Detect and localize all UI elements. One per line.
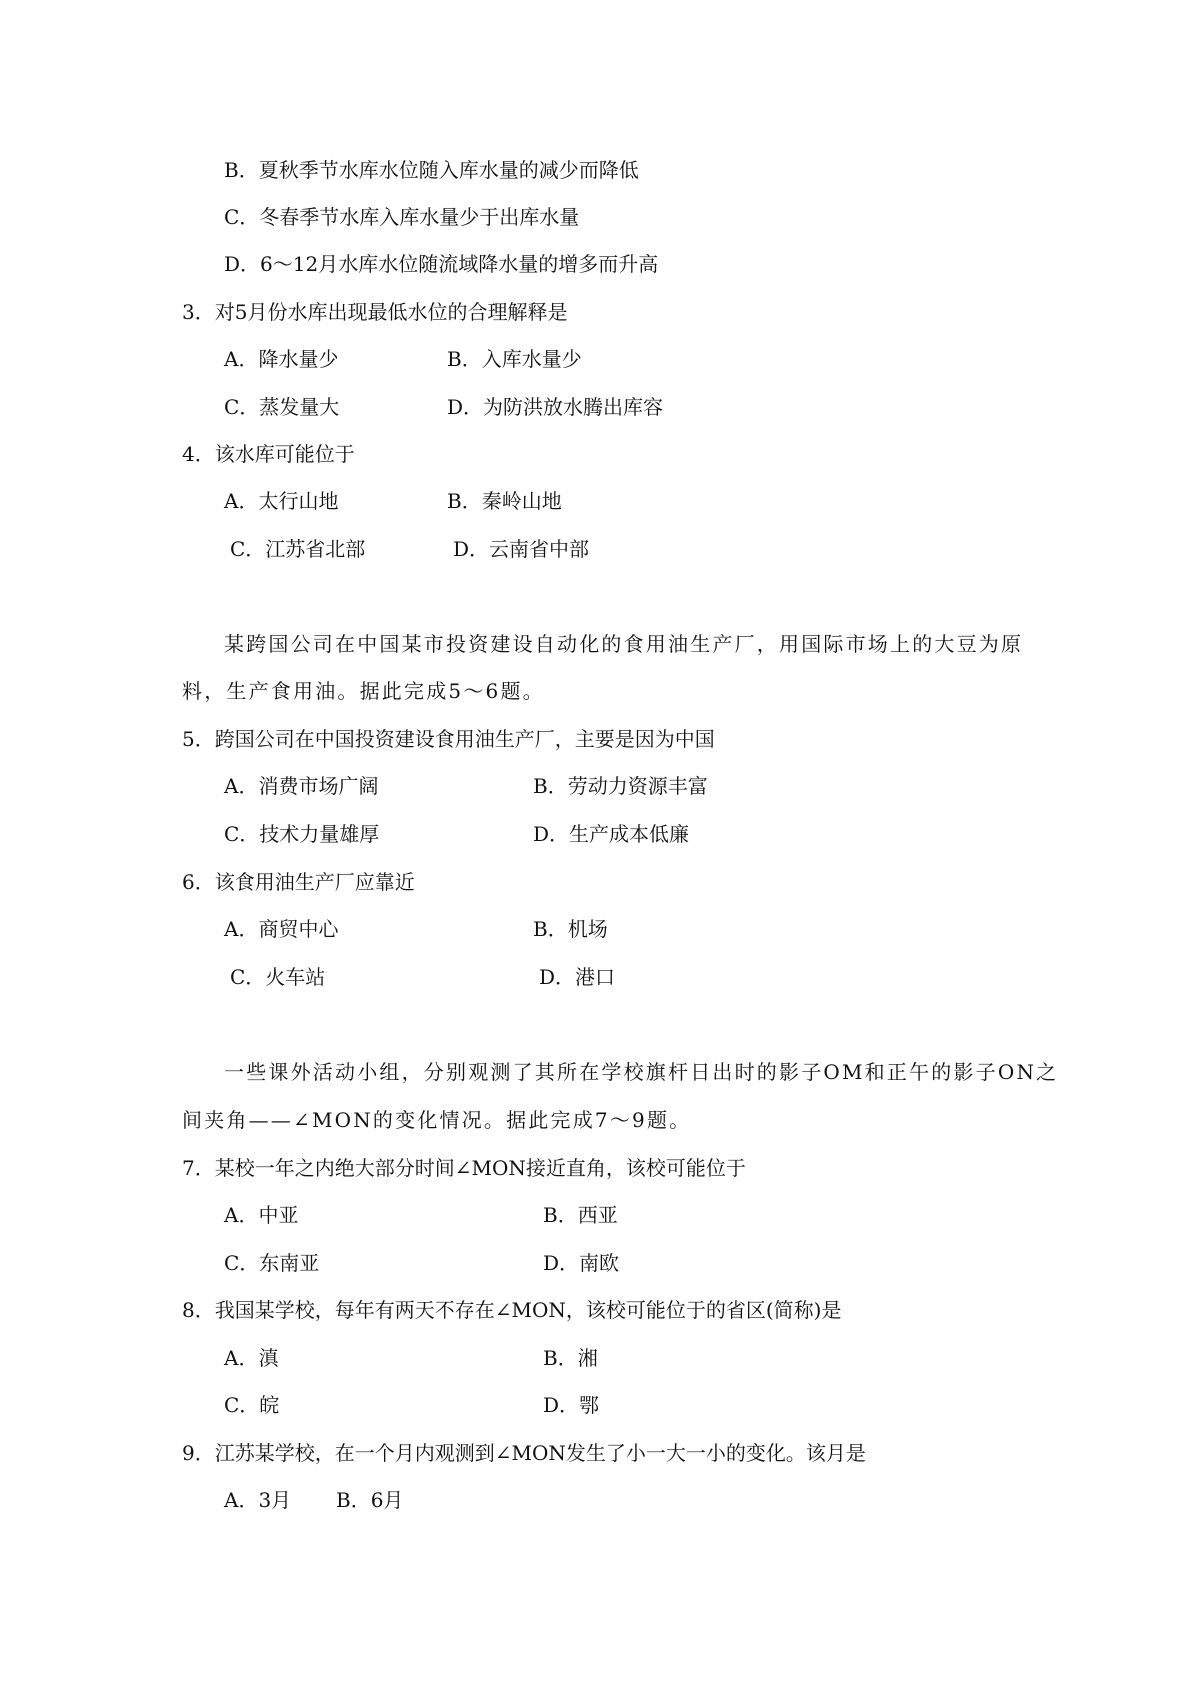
q2-option-d: D．6～12月水库水位随流域降水量的增多而升高 [224, 252, 659, 276]
q3-option-a: A．降水量少 [224, 347, 339, 371]
q3-option-c: C．蒸发量大 [224, 395, 340, 419]
q5-option-b: B．劳动力资源丰富 [533, 774, 708, 798]
q2-option-c: C．冬春季节水库入库水量少于出库水量 [224, 205, 580, 229]
q4-stem: 4．该水库可能位于 [182, 442, 355, 466]
q8-option-c: C．皖 [224, 1393, 280, 1417]
passage-7-9-line1: 一些课外活动小组，分别观测了其所在学校旗杆日出时的影子OM和正午的影子ON之 [224, 1060, 1059, 1084]
q5-option-c: C．技术力量雄厚 [224, 822, 380, 846]
q9-option-a: A．3月 [224, 1488, 292, 1512]
q7-option-b: B．西亚 [543, 1203, 618, 1227]
q6-stem: 6．该食用油生产厂应靠近 [182, 870, 415, 894]
q6-option-d: D．港口 [539, 965, 616, 989]
q8-option-b: B．湘 [543, 1346, 598, 1370]
q8-option-a: A．滇 [224, 1346, 279, 1370]
q3-option-d: D．为防洪放水腾出库容 [447, 395, 664, 419]
q6-option-a: A．商贸中心 [224, 917, 339, 941]
q8-option-d: D．鄂 [543, 1393, 600, 1417]
q7-stem: 7．某校一年之内绝大部分时间∠MON接近直角，该校可能位于 [182, 1156, 746, 1180]
q4-option-c: C．江苏省北部 [230, 537, 366, 561]
q3-option-b: B．入库水量少 [447, 347, 582, 371]
q7-option-d: D．南欧 [543, 1251, 620, 1275]
q9-stem: 9．江苏某学校，在一个月内观测到∠MON发生了小一大一小的变化。该月是 [182, 1441, 866, 1465]
q2-option-b: B．夏秋季节水库水位随入库水量的减少而降低 [224, 158, 639, 182]
q3-stem: 3．对5月份水库出现最低水位的合理解释是 [182, 300, 568, 324]
q7-option-c: C．东南亚 [224, 1251, 320, 1275]
q4-option-b: B．秦岭山地 [447, 489, 562, 513]
q4-option-a: A．太行山地 [224, 489, 339, 513]
q7-option-a: A．中亚 [224, 1203, 299, 1227]
q6-option-b: B．机场 [533, 917, 608, 941]
q5-option-d: D．生产成本低廉 [533, 822, 690, 846]
q6-option-c: C．火车站 [230, 965, 326, 989]
q5-stem: 5．跨国公司在中国投资建设食用油生产厂，主要是因为中国 [182, 727, 715, 751]
passage-7-9-line2: 间夹角——∠MON的变化情况。据此完成7～9题。 [182, 1108, 692, 1132]
q9-option-b: B．6月 [336, 1488, 404, 1512]
q5-option-a: A．消费市场广阔 [224, 774, 379, 798]
passage-5-6-line2: 料，生产食用油。据此完成5～6题。 [182, 679, 545, 703]
q4-option-d: D．云南省中部 [453, 537, 590, 561]
passage-5-6-line1: 某跨国公司在中国某市投资建设自动化的食用油生产厂，用国际市场上的大豆为原 [224, 632, 1024, 656]
q8-stem: 8．我国某学校，每年有两天不存在∠MON，该校可能位于的省区(简称)是 [182, 1298, 842, 1322]
